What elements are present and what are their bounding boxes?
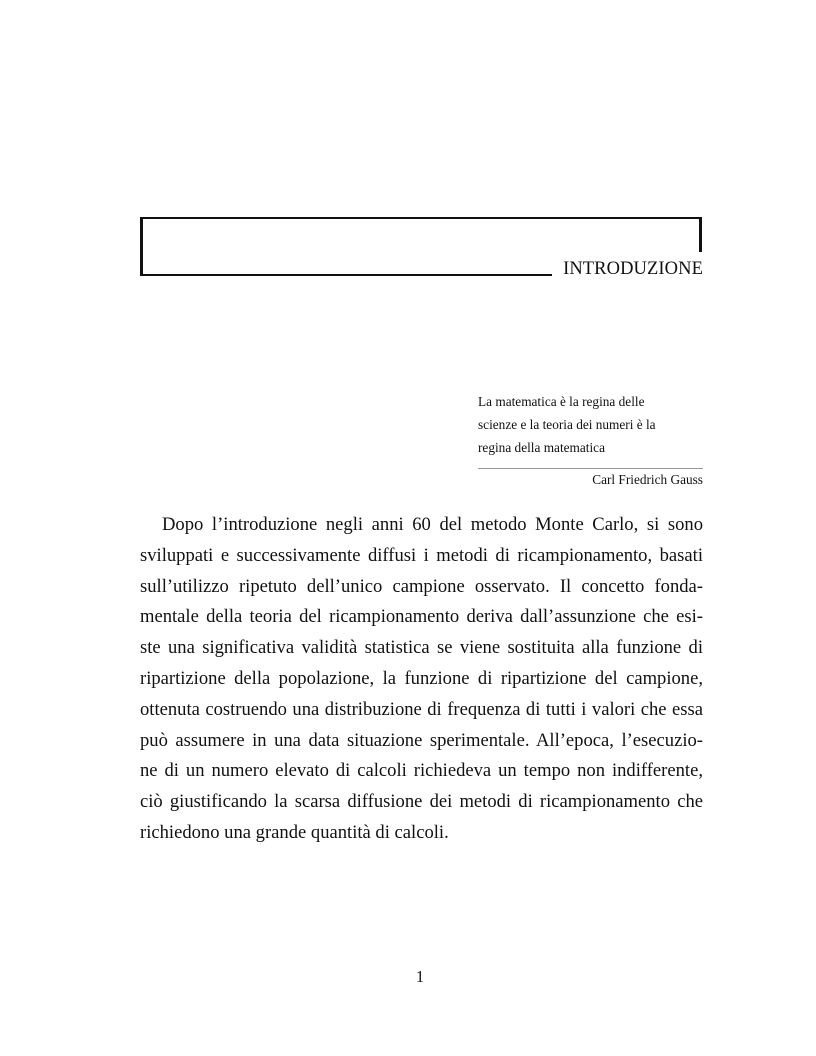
chapter-title: INTRODUZIONE (563, 259, 703, 279)
body-line: ripartizione della popolazione, la funzione di ripartizione del campione, (140, 667, 703, 689)
chapter-frame-bottom-rule (140, 274, 552, 276)
body-line: mentale della teoria del ricampionamento deriva dall’assunzione che esi- (140, 606, 703, 628)
chapter-frame-right-rule (699, 217, 702, 252)
body-line: richiedono una grande quantità di calcoli. (140, 821, 449, 843)
epigraph-line: scienze e la teoria dei numeri è la (478, 417, 656, 432)
chapter-frame-left-rule (140, 217, 143, 276)
body-line: può assumere in una data situazione sperimentale. All’epoca, l’esecuzio- (140, 729, 703, 751)
body-line: ciò giustificando la scarsa diffusione dei metodi di ricampionamento che (140, 791, 703, 813)
epigraph-author: Carl Friedrich Gauss (592, 472, 703, 487)
body-line: sviluppati e successivamente diffusi i metodi di ricampionamento, basati (140, 544, 703, 566)
body-line: Dopo l’introduzione negli anni 60 del metodo Monte Carlo, si sono (162, 514, 703, 535)
epigraph-line: regina della matematica (478, 440, 605, 455)
epigraph-quote (478, 390, 703, 459)
epigraph-line: La matematica è la regina delle (478, 394, 645, 409)
chapter-frame-top-rule (140, 217, 702, 219)
epigraph-divider (478, 468, 703, 469)
body-line: ottenuta costruendo una distribuzione di frequenza di tutti i valori che essa (140, 698, 703, 720)
body-line: sull’utilizzo ripetuto dell’unico campione osservato. Il concetto fonda- (140, 575, 703, 597)
page-number: 1 (415, 967, 425, 986)
body-line: ne di un numero elevato di calcoli richiedeva un tempo non indifferente, (140, 760, 703, 782)
body-paragraph (140, 510, 703, 849)
body-line: ste una significativa validità statistica se viene sostituita alla funzione di (140, 637, 703, 659)
